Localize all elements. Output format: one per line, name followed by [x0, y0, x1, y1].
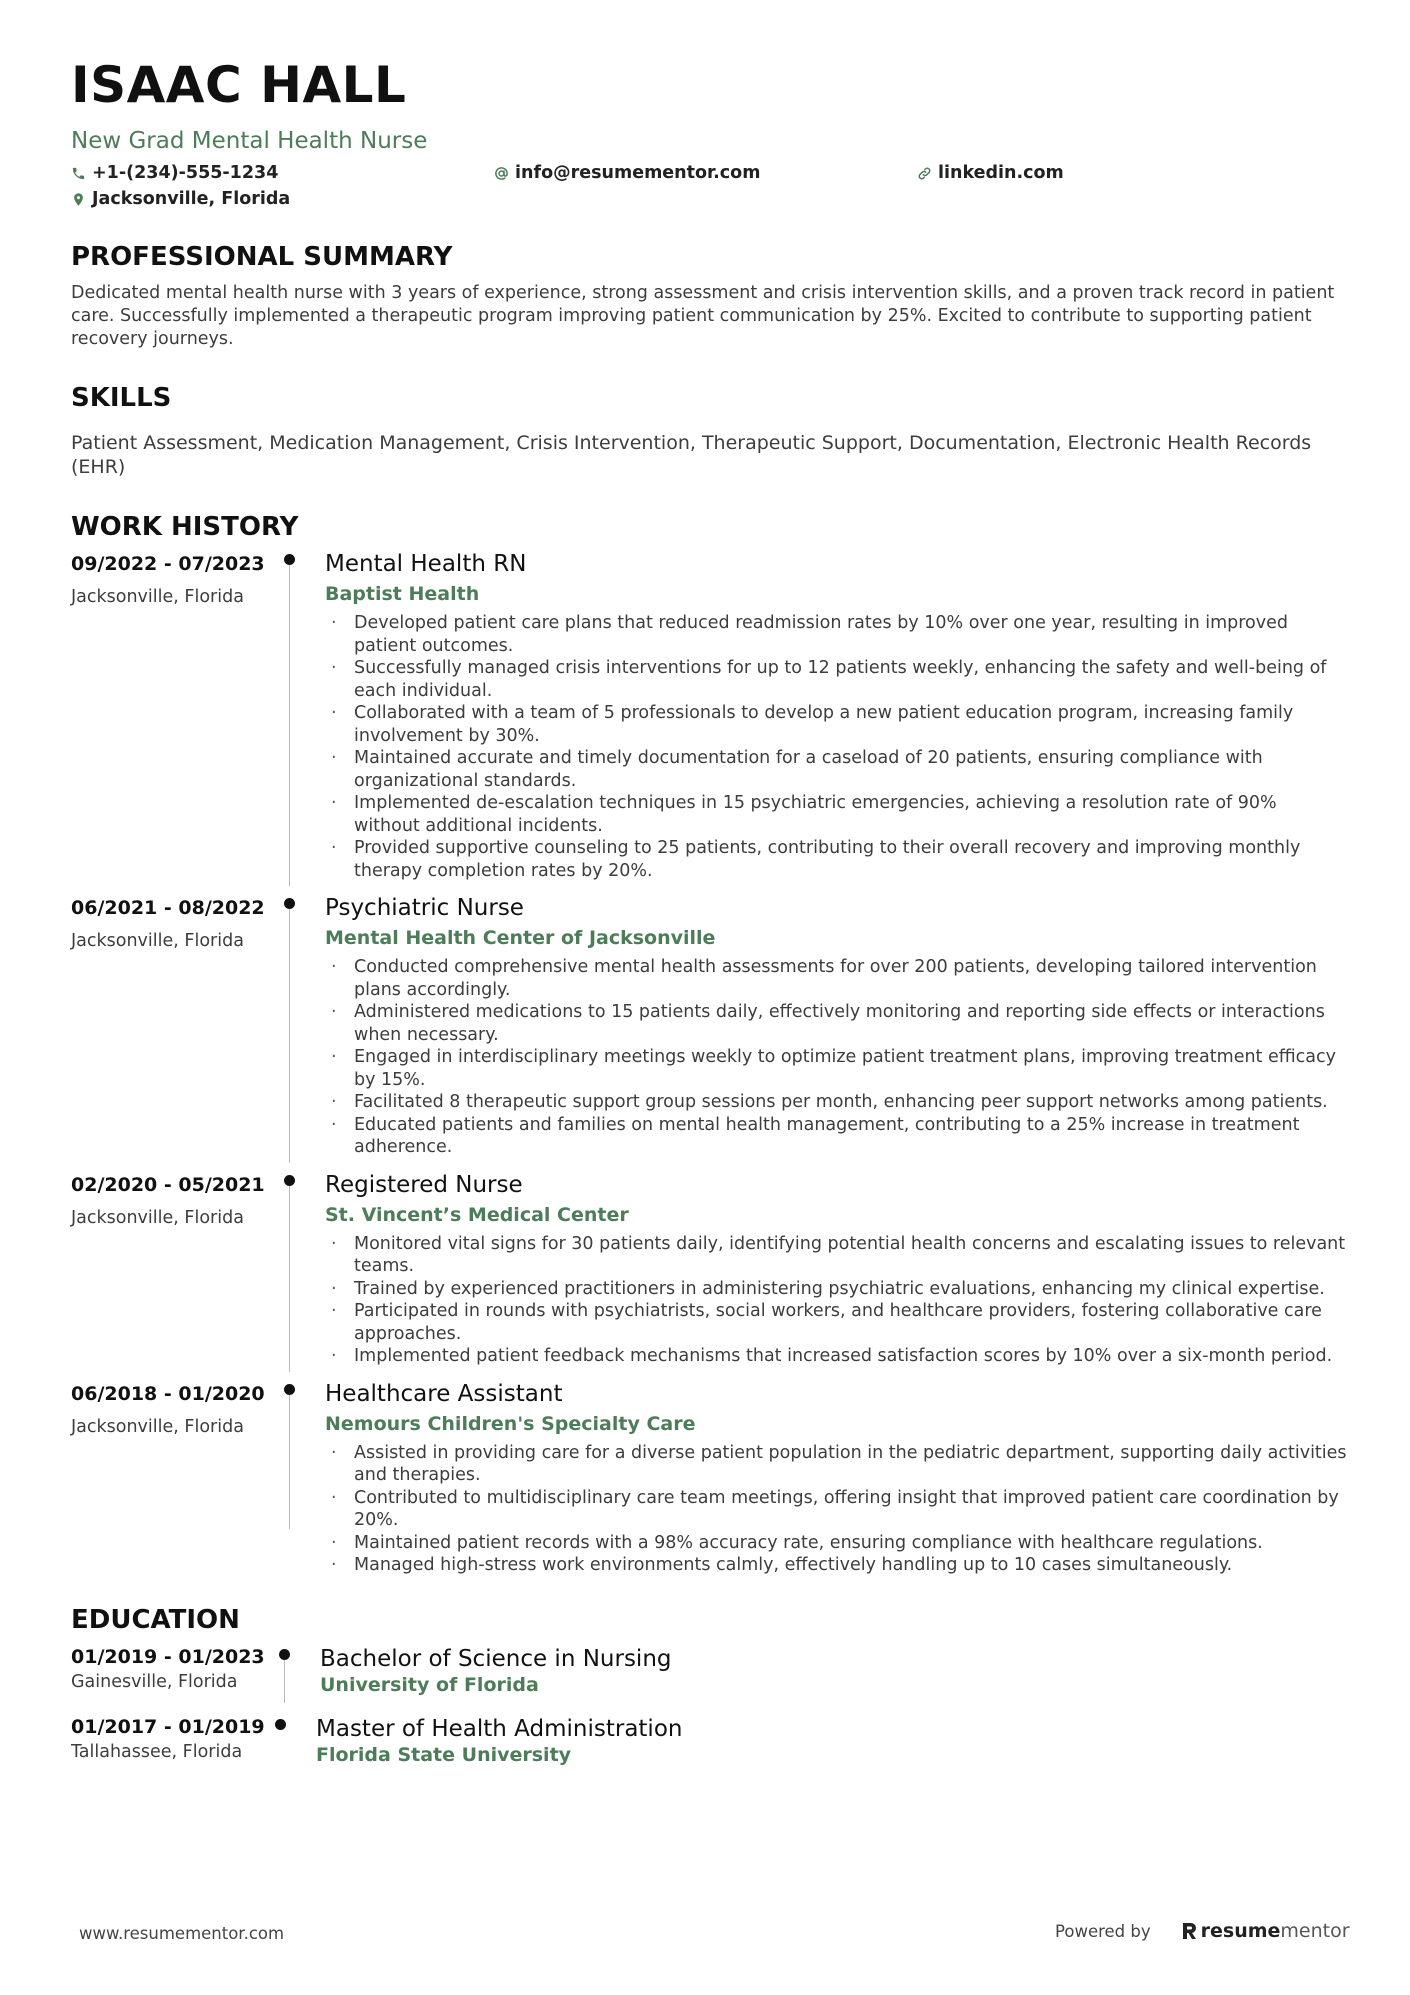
job-bullet: · Maintained patient records with a 98% accuracy rate, ensuring compliance with healthcare regulations.	[325, 1532, 1347, 1555]
contact-location	[71, 191, 494, 208]
job-entry	[71, 894, 1351, 1159]
job-company: Baptist Health	[325, 583, 480, 605]
powered-by-text: Powered by	[1055, 1921, 1151, 1941]
education-school: Florida State University	[316, 1743, 572, 1766]
summary-heading: PROFESSIONAL SUMMARY	[71, 242, 453, 272]
job-bullets	[325, 1442, 1347, 1577]
education-degree: Bachelor of Science in Nursing	[320, 1645, 672, 1672]
job-bullet: · Facilitated 8 therapeutic support group sessions per month, enhancing peer support networks among patients.	[325, 1091, 1347, 1114]
job-dates: 06/2021 - 08/2022	[71, 897, 265, 919]
job-bullets	[325, 956, 1347, 1159]
education-heading: EDUCATION	[71, 1604, 240, 1635]
candidate-role: New Grad Mental Health Nurse	[71, 128, 428, 154]
education-degree: Master of Health Administration	[316, 1715, 683, 1742]
skills-heading: SKILLS	[71, 383, 172, 413]
job-bullet: · Assisted in providing care for a diverse patient population in the pediatric department, supporting daily activities and therapies.	[325, 1442, 1347, 1487]
summary-text: Dedicated mental health nurse with 3 years of experience, strong assessment and crisis intervention skills, and a proven track record in patient care. Successfully implemented a therapeutic program improving patient communication by 25%. Excited to contribute to supporting patient recovery journeys.	[71, 283, 1335, 349]
job-title: Psychiatric Nurse	[325, 895, 524, 921]
education-location: Gainesville, Florida	[71, 1671, 238, 1692]
timeline-dot	[284, 898, 295, 909]
phone-text: +1-(234)-555-1234	[92, 163, 279, 183]
job-bullet: · Administered medications to 15 patients daily, effectively monitoring and reporting side effects or interactions when necessary.	[325, 1001, 1347, 1046]
at-icon	[494, 166, 509, 181]
timeline-rail	[284, 894, 325, 1159]
job-bullet: · Contributed to multidisciplinary care team meetings, offering insight that improved patient care coordination by 20%.	[325, 1487, 1347, 1532]
timeline-rail	[275, 1715, 316, 1767]
email-text: info@resumementor.com	[515, 163, 761, 183]
timeline-rail	[284, 1380, 325, 1577]
timeline-line	[289, 909, 290, 1163]
contact-linkedin[interactable]	[917, 165, 1340, 182]
link-icon	[917, 166, 932, 181]
job-bullet: · Managed high-stress work environments calmly, effectively handling up to 10 cases simultaneously.	[325, 1554, 1347, 1577]
education-school: University of Florida	[320, 1673, 539, 1696]
timeline-line	[284, 1660, 285, 1703]
location-text: Jacksonville, Florida	[92, 189, 291, 209]
job-bullets	[325, 612, 1347, 882]
job-bullet: · Participated in rounds with psychiatrists, social workers, and healthcare providers, fostering collaborative care approaches.	[325, 1300, 1347, 1345]
job-bullet: · Engaged in interdisciplinary meetings weekly to optimize patient treatment plans, improving treatment efficacy by 15%.	[325, 1046, 1347, 1091]
location-pin-icon	[71, 192, 86, 207]
timeline-dot	[284, 1175, 295, 1186]
timeline-line	[289, 565, 290, 886]
job-title: Healthcare Assistant	[325, 1380, 563, 1407]
education-entry	[71, 1645, 1351, 1697]
job-location: Jacksonville, Florida	[71, 931, 244, 951]
contact-info	[71, 165, 1351, 208]
job-bullet: · Implemented patient feedback mechanisms that increased satisfaction scores by 10% over a six-month period.	[325, 1345, 1347, 1368]
job-entry	[71, 550, 1351, 882]
job-entry	[71, 1380, 1351, 1577]
job-title: Registered Nurse	[325, 1171, 523, 1198]
timeline-dot	[275, 1719, 286, 1730]
job-dates: 02/2020 - 05/2021	[71, 1173, 265, 1196]
education-entry	[71, 1715, 1351, 1767]
linkedin-text: linkedin.com	[938, 163, 1064, 183]
job-company: St. Vincent’s Medical Center	[325, 1203, 629, 1226]
job-bullet: · Successfully managed crisis interventions for up to 12 patients weekly, enhancing the safety and well-being of each individual.	[325, 657, 1347, 702]
brand-name-bold: resume	[1200, 1920, 1281, 1942]
education-timeline	[71, 1645, 1351, 1767]
job-location: Jacksonville, Florida	[71, 1207, 244, 1228]
job-location: Jacksonville, Florida	[71, 587, 244, 607]
timeline-rail	[284, 1171, 325, 1368]
job-bullet: · Developed patient care plans that reduced readmission rates by 10% over one year, resulting in improved patient outcomes.	[325, 612, 1347, 657]
footer-brand	[1055, 1920, 1350, 1942]
phone-icon	[71, 166, 86, 181]
job-location: Jacksonville, Florida	[71, 1416, 244, 1437]
job-bullet: · Implemented de-escalation techniques in 15 psychiatric emergencies, achieving a resolution rate of 90% without additional incidents.	[325, 792, 1347, 837]
contact-phone[interactable]	[71, 165, 494, 182]
resume-page	[71, 52, 1351, 1767]
education-dates: 01/2017 - 01/2019	[71, 1715, 265, 1738]
job-title: Mental Health RN	[325, 551, 527, 577]
timeline-dot	[284, 1384, 295, 1395]
job-bullet: · Educated patients and families on mental health management, contributing to a 25% increase in treatment adherence.	[325, 1114, 1347, 1159]
education-location: Tallahassee, Florida	[71, 1741, 243, 1762]
skills-text: Patient Assessment, Medication Management, Crisis Intervention, Therapeutic Support, Documentation, Electronic Health Records (EHR)	[71, 432, 1312, 478]
work-history-heading: WORK HISTORY	[71, 512, 299, 542]
timeline-dot	[279, 1649, 290, 1660]
footer-website[interactable]: www.resumementor.com	[79, 1924, 285, 1943]
timeline-line	[289, 1186, 290, 1372]
job-bullet: · Maintained accurate and timely documentation for a caseload of 20 patients, ensuring compliance with organizational standards.	[325, 747, 1347, 792]
work-timeline	[71, 550, 1351, 1577]
brand-name-light: mentor	[1280, 1920, 1350, 1942]
brand-logo[interactable]	[1181, 1920, 1350, 1942]
job-bullet: · Trained by experienced practitioners in administering psychiatric evaluations, enhancing my clinical expertise.	[325, 1278, 1347, 1301]
timeline-dot	[284, 554, 295, 565]
job-dates: 06/2018 - 01/2020	[71, 1382, 265, 1405]
timeline-rail	[279, 1645, 320, 1697]
job-bullet: · Monitored vital signs for 30 patients daily, identifying potential health concerns and escalating issues to relevant teams.	[325, 1233, 1347, 1278]
job-entry	[71, 1171, 1351, 1368]
contact-email[interactable]	[494, 165, 917, 182]
resumementor-logo-icon	[1181, 1922, 1197, 1940]
job-dates: 09/2022 - 07/2023	[71, 553, 265, 575]
job-bullet: · Collaborated with a team of 5 professionals to develop a new patient education program, increasing family involvement by 30%.	[325, 702, 1347, 747]
timeline-rail	[284, 550, 325, 882]
job-bullets	[325, 1233, 1347, 1368]
job-company: Mental Health Center of Jacksonville	[325, 927, 716, 949]
job-bullet: · Provided supportive counseling to 25 patients, contributing to their overall recovery and improving monthly therapy completion rates by 20%.	[325, 837, 1347, 882]
education-dates: 01/2019 - 01/2023	[71, 1645, 265, 1668]
timeline-line	[289, 1395, 290, 1529]
job-company: Nemours Children's Specialty Care	[325, 1412, 696, 1435]
candidate-name: ISAAC HALL	[71, 56, 407, 114]
job-bullet: · Conducted comprehensive mental health assessments for over 200 patients, developing tailored intervention plans accordingly.	[325, 956, 1347, 1001]
